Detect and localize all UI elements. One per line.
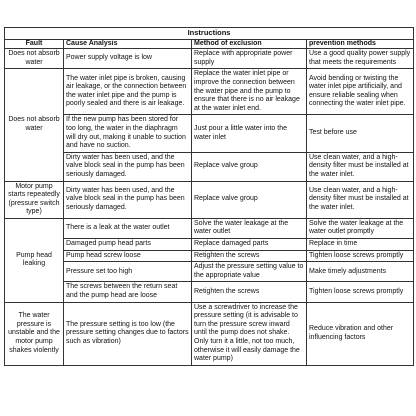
method-cell: Replace damaged parts [192, 239, 307, 251]
table-row [5, 181, 414, 218]
fault-cell: The water pressure is unstable and the motor pump shakes violently [5, 302, 64, 365]
instructions-sheet [4, 27, 413, 366]
cause-cell: Damaged pump head parts [64, 239, 192, 251]
cause-cell: The screws between the return seat and the pump head are loose [64, 282, 192, 302]
table-title: Instructions [5, 28, 414, 40]
method-cell: Replace valve group [192, 152, 307, 181]
method-cell: Solve the water leakage at the water outlet [192, 218, 307, 238]
cause-cell: There is a leak at the water outlet [64, 218, 192, 238]
method-cell: Adjust the pressure setting value to the appropriate value [192, 262, 307, 282]
method-cell: Just pour a little water into the water inlet [192, 115, 307, 152]
cause-cell: Dirty water has been used, and the valve block seal in the pump has been seriously damaged. [64, 181, 192, 218]
prevention-cell: Tighten loose screws promptly [307, 250, 414, 262]
table-row [5, 152, 414, 181]
prevention-cell: Reduce vibration and other influencing factors [307, 302, 414, 365]
method-cell: Retighten the screws [192, 250, 307, 262]
fault-cell: Does not absorb water [5, 69, 64, 181]
header-cause: Cause Analysis [64, 39, 192, 49]
table-row [5, 218, 414, 238]
prevention-cell: Test before use [307, 115, 414, 152]
prevention-cell: Replace in time [307, 239, 414, 251]
fault-cell: Motor pump starts repeatedly (pressure switch type) [5, 181, 64, 218]
cause-cell: If the new pump has been stored for too long, the water in the diaphragm will dry out, making it unable to suction and have no suction. [64, 115, 192, 152]
prevention-cell: Tighten loose screws promptly [307, 282, 414, 302]
cause-cell: The water inlet pipe is broken, causing air leakage, or the connection between the water inlet pipe and the pump is poorly sealed and there is air leakage. [64, 69, 192, 115]
fault-cell: Pump head leaking [5, 218, 64, 302]
table-row [5, 115, 414, 152]
cause-cell: Power supply voltage is low [64, 49, 192, 69]
prevention-cell: Avoid bending or twisting the water inlet pipe artificially, and ensure reliable sealing when connecting the water inlet pipe. [307, 69, 414, 115]
method-cell: Replace the water inlet pipe or improve the connection between the water pipe and the pump to ensure that there is no air leakage at the water inlet end. [192, 69, 307, 115]
header-row [5, 39, 414, 49]
prevention-cell: Use a good quality power supply that meets the requirements [307, 49, 414, 69]
method-cell: Replace with appropriate power supply [192, 49, 307, 69]
cause-cell: Pump head screw loose [64, 250, 192, 262]
method-cell: Replace valve group [192, 181, 307, 218]
prevention-cell: Solve the water leakage at the water outlet promptly [307, 218, 414, 238]
table-row [5, 302, 414, 365]
prevention-cell: Use clean water, and a high-density filter must be installed at the water inlet. [307, 152, 414, 181]
table-row [5, 239, 414, 251]
table-row [5, 49, 414, 69]
prevention-cell: Use clean water, and a high-density filter must be installed at the water inlet. [307, 181, 414, 218]
method-cell: Use a screwdriver to increase the pressure setting (it is advisable to turn the pressure screw inward until the pump does not shake. Only turn it a little, not too much, otherwise it will easily damage the water pump) [192, 302, 307, 365]
header-method: Method of exclusion [192, 39, 307, 49]
table-row [5, 262, 414, 282]
instructions-table [4, 27, 414, 366]
cause-cell: The pressure setting is too low (the pressure setting changes due to factors such as vibration) [64, 302, 192, 365]
table-row [5, 282, 414, 302]
header-fault: Fault [5, 39, 64, 49]
method-cell: Retighten the screws [192, 282, 307, 302]
cause-cell: Pressure set too high [64, 262, 192, 282]
cause-cell: Dirty water has been used, and the valve block seal in the pump has been seriously damaged. [64, 152, 192, 181]
table-row [5, 69, 414, 115]
header-prevention: prevention methods [307, 39, 414, 49]
table-row [5, 250, 414, 262]
fault-cell: Does not absorb water [5, 49, 64, 69]
prevention-cell: Make timely adjustments [307, 262, 414, 282]
